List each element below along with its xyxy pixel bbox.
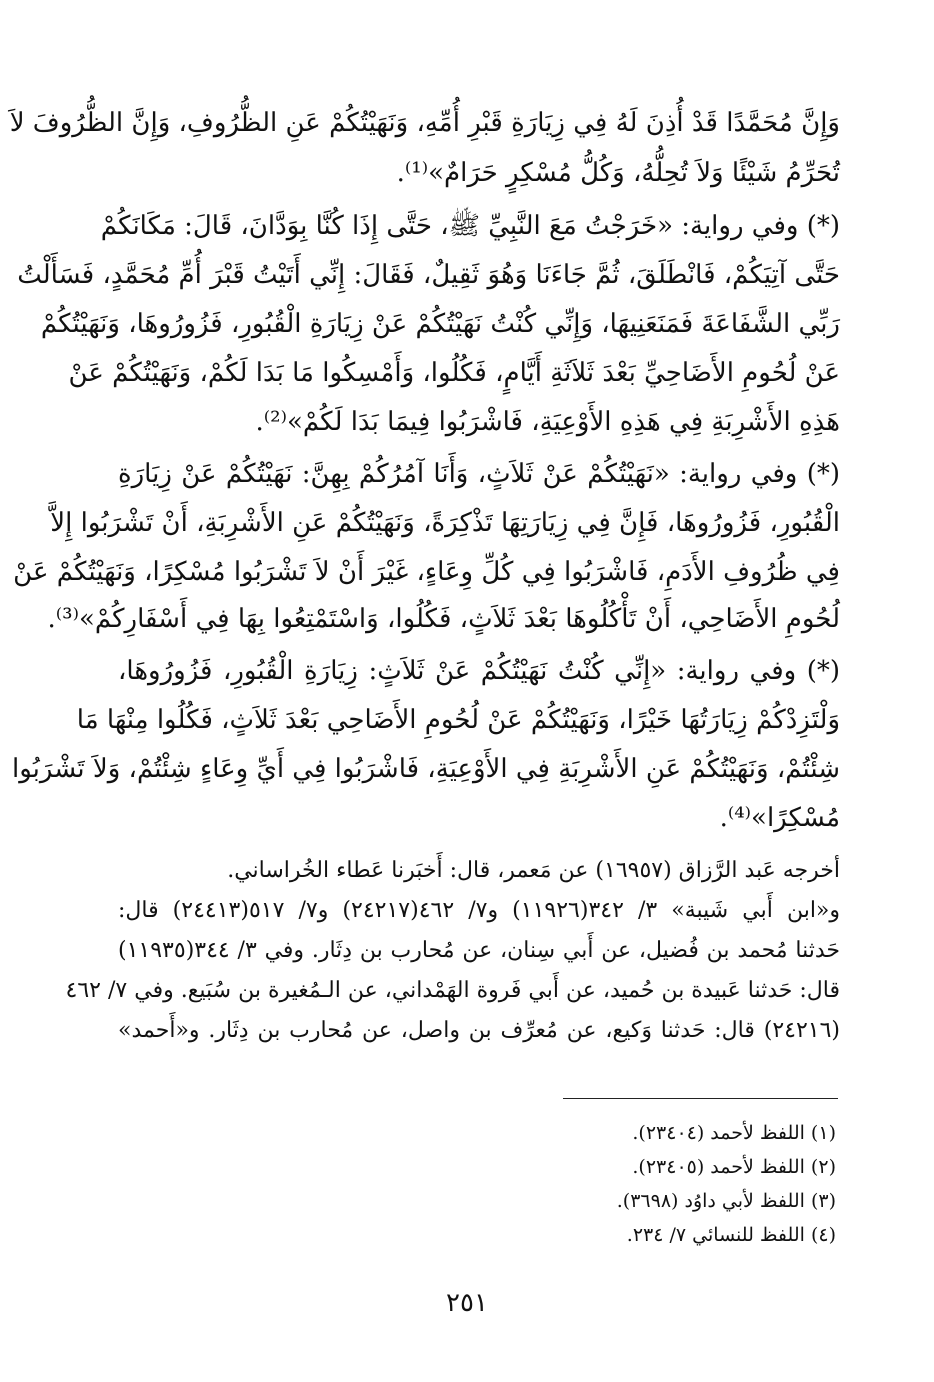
hadith-line: (*) وفي رواية: «خَرَجْتُ مَعَ النَّبِيِّ ﷺ، حَتَّى إِذَا كُنَّا بِوَدَّانَ، قَالَ: مَكَانَكُمْ: [100, 211, 840, 241]
footnote-4: (٤) اللفظ للنسائي ٧/ ٢٣٤.: [626, 1224, 836, 1246]
hadith-line: فِي ظُرُوفِ الأَدَمِ، فَاشْرَبُوا فِي كُلِّ وِعَاءٍ، غَيْرَ أَنْ لاَ تَشْرَبُوا مُسْكِرًا، وَنَهَيْتُكُمْ عَنْ: [13, 557, 840, 587]
hadith-line: (*) وفي رواية: «نَهَيْتُكُمْ عَنْ ثَلاَثٍ، وَأَنَا آمُرُكُمْ بِهِنَّ: نَهَيْتُكُمْ عَنْ زِيَارَةِ: [118, 459, 840, 489]
takhrij-line: قال: حَدثنا عَبيدة بن حُميد، عن أَبي فَروة الهَمْداني، عن الـمُغيرة بن سُبَيع. وفي ٧/ ٤٦٢: [65, 978, 840, 1003]
hadith-line: وَإِنَّ مُحَمَّدًا قَدْ أُذِنَ لَهُ فِي زِيَارَةِ قَبْرِ أُمِّهِ، وَنَهَيْتُكُمْ عَنِ الظُّرُوفِ، وَإِنَّ الظُّرُوفَ لاَ: [9, 108, 840, 138]
takhrij-line: أخرجه عَبد الرَّزاق (١٦٩٥٧) عن مَعمر، قال: أَخبَرنا عَطاء الخُراساني.: [227, 858, 840, 883]
hadith-line: عَنْ لُحُومِ الأَضَاحِيِّ بَعْدَ ثَلاَثَةِ أَيَّامٍ، فَكُلُوا، وَأَمْسِكُوا مَا بَدَا لَكُمْ، وَنَهَيْتُكُمْ عَنْ: [68, 358, 840, 388]
hadith-line: مُسْكِرًا»⁽⁴⁾.: [719, 803, 840, 833]
hadith-line: وَلْتَزِدْكُمْ زِيَارَتُهَا خَيْرًا، وَنَهَيْتُكُمْ عَنْ لُحُومِ الأَضَاحِي بَعْدَ ثَلاَثٍ، فَكُلُوا مِنْهَا مَا: [76, 705, 840, 735]
hadith-line: حَتَّى آتِيَكُمْ، فَانْطَلَقَ، ثُمَّ جَاءَنَا وَهُوَ ثَقِيلٌ، فَقَالَ: إِنِّي أَتَيْتُ قَبْرَ أُمِّ مُحَمَّدٍ، فَسَأَلْتُ: [17, 260, 840, 290]
footnote-divider: [563, 1098, 838, 1099]
footnote-2: (٢) اللفظ لأحمد (٢٣٤٠٥).: [632, 1156, 836, 1178]
takhrij-line: حَدثنا مُحمد بن فُضيل، عن أَبي سِنان، عن مُحارب بن دِثَار. وفي ٣/ ٣٤٤(١١٩٣٥): [118, 938, 840, 963]
hadith-line: لُحُومِ الأَضَاحِي، أَنْ تَأْكُلُوهَا بَعْدَ ثَلاَثٍ، فَكُلُوا، وَاسْتَمْتِعُوا بِهَا فِي أَسْفَارِكُمْ»⁽³⁾.: [47, 604, 840, 634]
hadith-line: هَذِهِ الأَشْرِبَةِ فِي هَذِهِ الأَوْعِيَةِ، فَاشْرَبُوا فِيمَا بَدَا لَكُمْ»⁽²⁾.: [255, 407, 840, 437]
hadith-line: شِئْتُمْ، وَنَهَيْتُكُمْ عَنِ الأَشْرِبَةِ فِي الأَوْعِيَةِ، فَاشْرَبُوا فِي أَيِّ وِعَاءٍ شِئْتُمْ، وَلاَ تَشْرَبُوا: [11, 754, 840, 784]
hadith-line: تُحَرِّمُ شَيْئًا وَلاَ تُحِلُّهُ، وَكُلُّ مُسْكِرٍ حَرَامٌ»⁽¹⁾.: [396, 158, 840, 188]
takhrij-line: و«ابن أَبي شَيبة» ٣/ ٣٤٢(١١٩٢٦) و٧/ ٤٦٢(٢٤٢١٧) و٧/ ٥١٧(٢٤٤١٣) قال:: [118, 898, 841, 923]
hadith-line: الْقُبُورِ، فَزُورُوهَا، فَإِنَّ فِي زِيَارَتِهَا تَذْكِرَةً، وَنَهَيْتُكُمْ عَنِ الأَشْرِبَةِ، أَنْ تَشْرَبُوا إِلاَّ: [50, 508, 840, 538]
footnote-1: (١) اللفظ لأحمد (٢٣٤٠٤).: [632, 1122, 836, 1144]
hadith-line: رَبِّي الشَّفَاعَةَ فَمَنَعَنِيهَا، وَإِنِّي كُنْتُ نَهَيْتُكُمْ عَنْ زِيَارَةِ الْقُبُورِ، فَزُورُوهَا، وَنَهَيْتُكُمْ: [40, 309, 840, 339]
page-number: ٢٥١: [446, 1288, 488, 1318]
hadith-line: (*) وفي رواية: «إِنِّي كُنْتُ نَهَيْتُكُمْ عَنْ ثَلاَثٍ: زِيَارَةِ الْقُبُورِ، فَزُورُوهَا،: [118, 656, 840, 686]
footnote-3: (٣) اللفظ لأبي داوُد (٣٦٩٨).: [616, 1190, 836, 1212]
takhrij-line: (٢٤٢١٦) قال: حَدثنا وَكيع، عن مُعرِّف بن واصل، عن مُحارب بن دِثَار. و«أَحمد»: [118, 1018, 840, 1043]
